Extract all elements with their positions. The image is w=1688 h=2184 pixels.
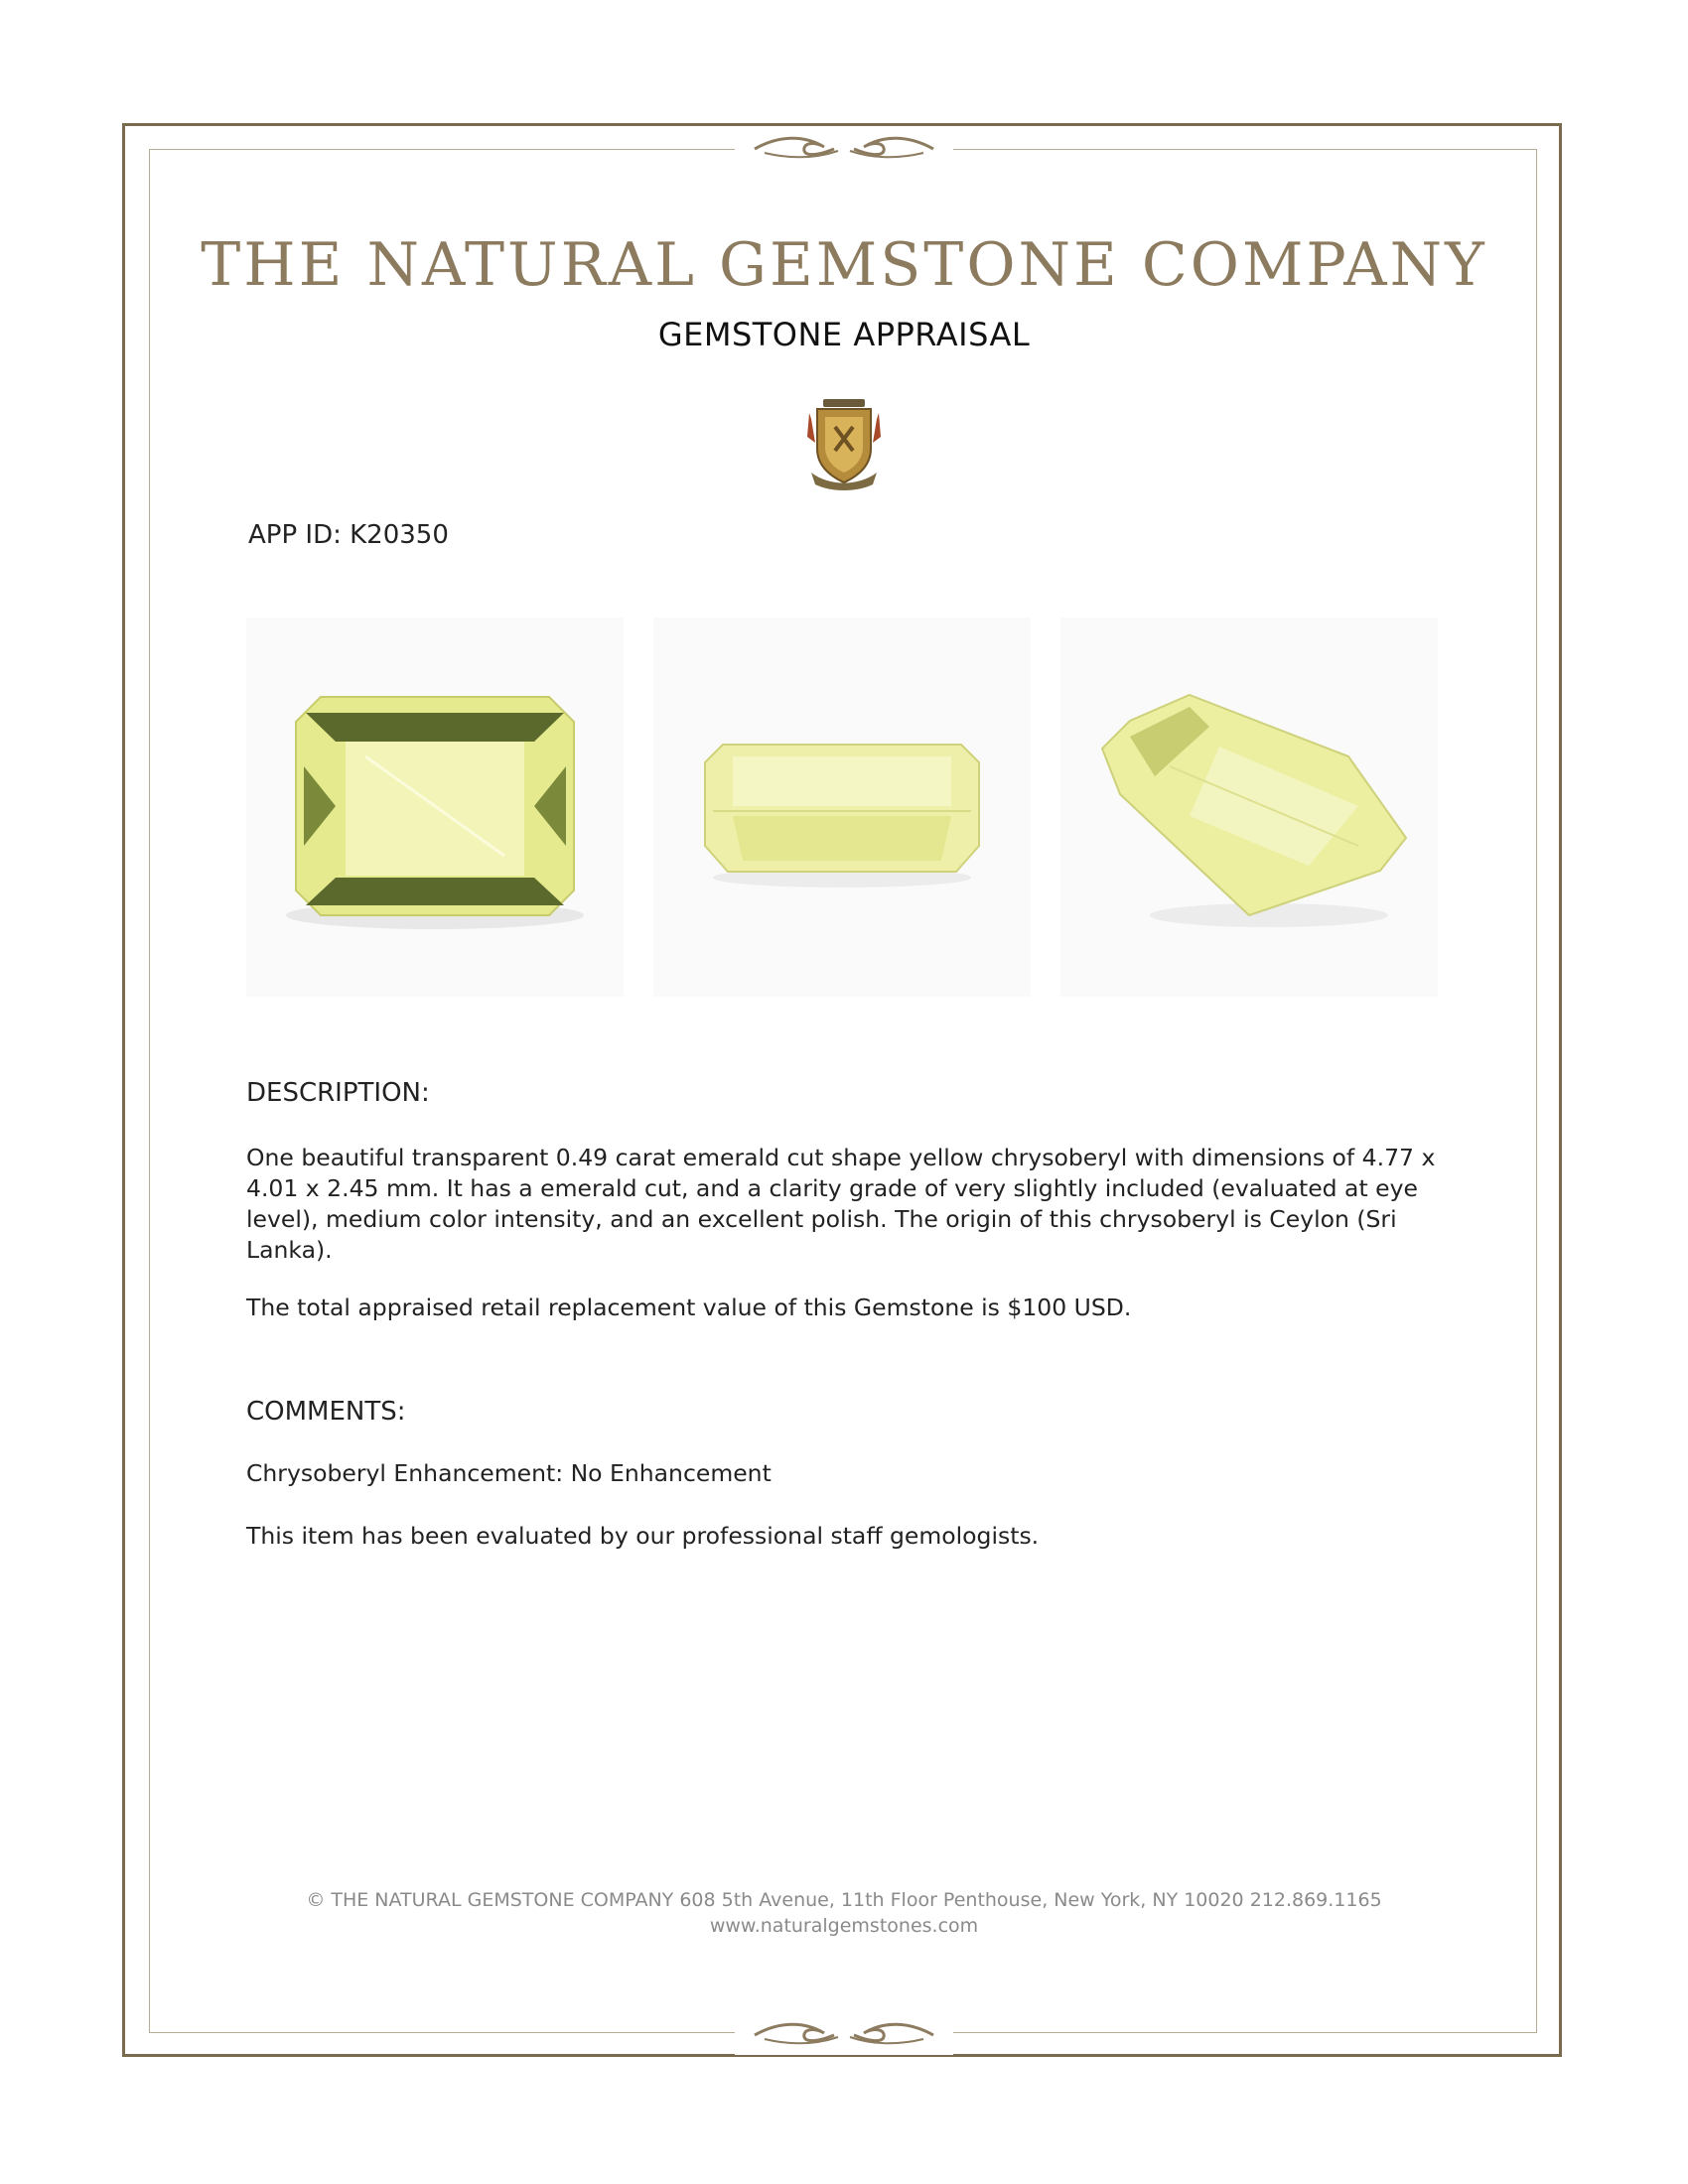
heraldic-crest-icon xyxy=(801,397,887,492)
document-type: GEMSTONE APPRAISAL xyxy=(657,316,1031,353)
appraised-value: The total appraised retail replacement value of this Gemstone is $100 USD. xyxy=(246,1294,1132,1321)
footer-website: www.naturalgemstones.com xyxy=(709,1915,979,1937)
evaluation-text: This item has been evaluated by our professional staff gemologists. xyxy=(246,1522,1040,1550)
gemstone-photo-top xyxy=(246,617,624,997)
description-text: One beautiful transparent 0.49 carat emerald cut shape yellow chrysoberyl with dimensions of 4.77 x 4.01 x 2.45 mm. It has a emerald cut, and a clarity grade of very slightly included (evaluated at eye level), medium color intensity, and an excellent polish. The origin of this chrysoberyl is Ceylon (Sri Lanka). xyxy=(246,1144,1436,1264)
enhancement-text: Chrysoberyl Enhancement: No Enhancement xyxy=(246,1459,772,1487)
app-id-value: K20350 xyxy=(350,520,449,550)
description-heading: DESCRIPTION: xyxy=(246,1078,430,1108)
comments-heading: COMMENTS: xyxy=(246,1397,406,1427)
bottom-flourish-icon xyxy=(735,2015,953,2055)
app-id-label: APP ID: xyxy=(248,520,342,550)
footer-address: © THE NATURAL GEMSTONE COMPANY 608 5th Avenue, 11th Floor Penthouse, New York, NY 10020 212.869.1165 xyxy=(306,1889,1382,1911)
company-title: THE NATURAL GEMSTONE COMPANY xyxy=(201,230,1487,300)
gemstone-photo-angle xyxy=(1060,617,1438,997)
top-flourish-icon xyxy=(735,129,953,169)
app-id xyxy=(248,520,449,550)
gemstone-photo-side xyxy=(653,617,1031,997)
